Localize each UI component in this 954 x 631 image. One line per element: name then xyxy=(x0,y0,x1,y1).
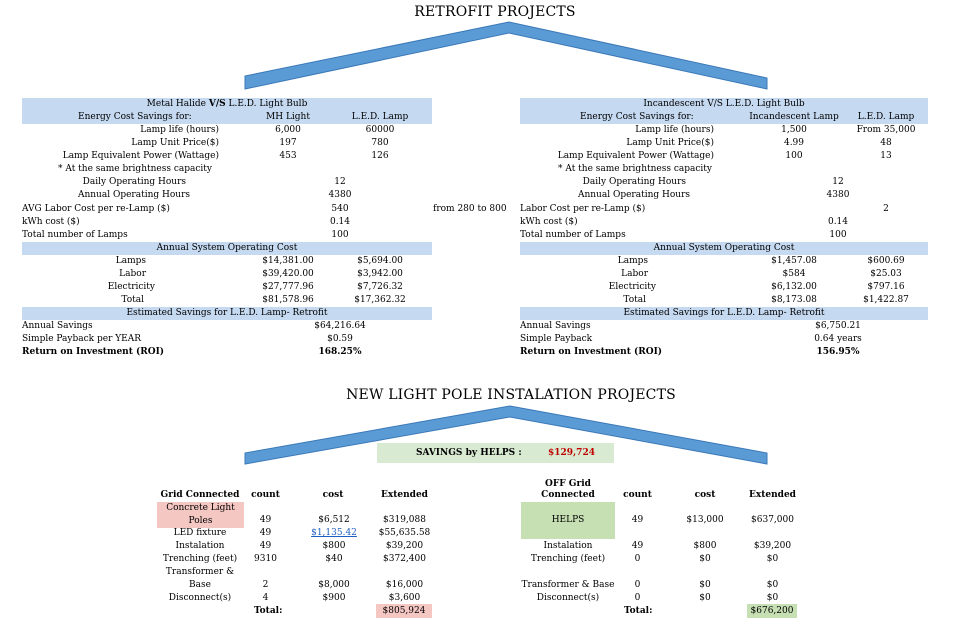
grid-row-label: LED fixture xyxy=(173,528,227,538)
grid-row-ext: $372,400 xyxy=(383,554,426,564)
left-row-a: 6,000 xyxy=(275,125,301,135)
left-labor-value: 540 xyxy=(331,204,349,214)
led-fixture-cost-link[interactable]: $1,135.42 xyxy=(311,528,357,538)
right-col-b: L.E.D. Lamp xyxy=(857,112,915,122)
right-kwh-label: kWh cost ($) xyxy=(520,217,578,227)
right-annual-sav-value: $6,750.21 xyxy=(815,321,861,331)
left-annual-value: 4380 xyxy=(328,190,352,200)
left-labor-label: AVG Labor Cost per re-Lamp ($) xyxy=(22,204,170,214)
offgrid-row-ext: $637,000 xyxy=(751,515,794,525)
left-payback-value: $0.59 xyxy=(327,334,353,344)
savings-label: SAVINGS by HELPS : xyxy=(416,448,522,458)
grid-row-label: Disconnect(s) xyxy=(168,593,232,603)
left-labor-extra: from 280 to 800 xyxy=(433,204,507,214)
left-roi-value: 168.25% xyxy=(318,347,362,357)
left-annual-sav-label: Annual Savings xyxy=(22,321,93,331)
offgrid-row-ext: $0 xyxy=(766,554,779,564)
offgrid-cost-header: cost xyxy=(694,490,716,500)
right-labor-value: 2 xyxy=(883,204,889,214)
left-row-label: Lamp Unit Price($) xyxy=(131,138,219,148)
right-payback-label: Simple Payback xyxy=(520,334,593,344)
left-op-a: $14,381.00 xyxy=(262,256,314,266)
left-row-label: Lamp Equivalent Power (Wattage) xyxy=(62,151,219,161)
offgrid-row-count: 0 xyxy=(634,580,641,590)
offgrid-row-cost: $13,000 xyxy=(686,515,724,525)
right-row-label: Lamp Equivalent Power (Wattage) xyxy=(557,151,714,161)
right-op-label: Total xyxy=(623,295,646,305)
offgrid-row-label: Transformer & Base xyxy=(521,580,615,590)
left-sav-header: Estimated Savings for L.E.D. Lamp- Retrofit xyxy=(126,308,328,318)
grid-row-count: 2 xyxy=(262,580,269,590)
left-kwh-label: kWh cost ($) xyxy=(22,217,80,227)
grid-count-header: count xyxy=(251,490,280,500)
grid-total-value: $805,924 xyxy=(382,606,426,616)
left-roi-label: Return on Investment (ROI) xyxy=(22,347,165,357)
offgrid-row-label: HELPS xyxy=(551,515,585,525)
right-op-b: $25.03 xyxy=(870,269,902,279)
offgrid-row-ext: $39,200 xyxy=(753,541,792,551)
offgrid-row-label: Instalation xyxy=(543,541,593,551)
left-op-b: $5,694.00 xyxy=(357,256,403,266)
offgrid-row-cost: $0 xyxy=(699,580,711,590)
right-lamps-label: Total number of Lamps xyxy=(520,230,626,240)
grid-ext-header: Extended xyxy=(381,490,428,500)
right-daily-label: Daily Operating Hours xyxy=(582,177,686,187)
right-op-a: $584 xyxy=(782,269,806,279)
left-op-a: $81,578.96 xyxy=(262,295,314,305)
left-op-label: Lamps xyxy=(115,256,146,266)
right-op-label: Lamps xyxy=(617,256,648,266)
grid-cost-header: cost xyxy=(322,490,344,500)
grid-row-count: 9310 xyxy=(254,554,277,564)
left-op-label: Total xyxy=(121,295,144,305)
right-op-label: Labor xyxy=(621,269,648,279)
newpole-title: NEW LIGHT POLE INSTALATION PROJECTS xyxy=(346,387,676,403)
offgrid-row-cost: $0 xyxy=(699,554,711,564)
offgrid-total-value: $676,200 xyxy=(750,606,794,616)
grid-row-count: 49 xyxy=(259,528,272,538)
grid-row-count: 49 xyxy=(259,541,272,551)
left-lamps-label: Total number of Lamps xyxy=(22,230,128,240)
right-daily-value: 12 xyxy=(832,177,844,187)
right-row-a: 100 xyxy=(785,151,803,161)
left-row-a: 197 xyxy=(279,138,297,148)
offgrid-row-label: Trenching (feet) xyxy=(530,554,606,564)
right-row-a: 1,500 xyxy=(781,125,807,135)
left-annual-sav-value: $64,216.64 xyxy=(314,321,366,331)
offgrid-count-header: count xyxy=(623,490,652,500)
right-op-header: Annual System Operating Cost xyxy=(653,243,795,253)
offgrid-ext-header: Extended xyxy=(749,490,796,500)
grid-row-ext: $319,088 xyxy=(383,515,426,525)
left-row-b: 60000 xyxy=(365,125,395,135)
right-row-label: Lamp Unit Price($) xyxy=(626,138,714,148)
retrofit-title: RETROFIT PROJECTS xyxy=(414,4,576,20)
right-op-label: Electricity xyxy=(608,282,656,292)
left-row-b: 126 xyxy=(371,151,389,161)
left-daily-label: Daily Operating Hours xyxy=(82,177,186,187)
grid-row-label: Transformer & xyxy=(165,567,235,577)
right-roi-value: 156.95% xyxy=(816,347,860,357)
retrofit-roof-arrow xyxy=(0,0,954,100)
right-op-b: $600.69 xyxy=(867,256,905,266)
offgrid-header: Connected xyxy=(541,490,595,500)
grid-row-cost: $800 xyxy=(322,541,346,551)
left-op-a: $27,777.96 xyxy=(262,282,314,292)
left-lamps-value: 100 xyxy=(331,230,349,240)
left-col-label: Energy Cost Savings for: xyxy=(78,112,192,122)
left-op-b: $17,362.32 xyxy=(354,295,406,305)
grid-row-cost: $900 xyxy=(322,593,346,603)
right-kwh-value: 0.14 xyxy=(827,217,849,227)
left-op-label: Labor xyxy=(119,269,146,279)
right-op-a: $8,173.08 xyxy=(771,295,817,305)
right-row-label: Lamp life (hours) xyxy=(635,125,714,135)
grid-row-ext: $39,200 xyxy=(385,541,424,551)
offgrid-row-label: Disconnect(s) xyxy=(536,593,600,603)
left-payback-label: Simple Payback per YEAR xyxy=(22,334,142,344)
offgrid-row-cost: $0 xyxy=(699,593,711,603)
grid-row-count: 4 xyxy=(262,593,269,603)
grid-row-label: Instalation xyxy=(175,541,225,551)
right-op-a: $1,457.08 xyxy=(771,256,817,266)
grid-row-count: 49 xyxy=(259,515,272,525)
grid-row-label: Base xyxy=(189,580,211,590)
left-note: * At the same brightness capacity xyxy=(58,164,212,174)
offgrid-row-count: 0 xyxy=(634,554,641,564)
grid-row-label: Poles xyxy=(188,516,213,526)
left-header-vs: V/S xyxy=(208,99,226,109)
left-row-a: 453 xyxy=(279,151,297,161)
grid-row-label: Concrete Light xyxy=(166,503,235,513)
left-col-a: MH Light xyxy=(266,112,310,122)
left-op-b: $7,726.32 xyxy=(357,282,403,292)
right-op-b: $1,422.87 xyxy=(863,295,909,305)
grid-header: Grid Connected xyxy=(160,490,240,500)
left-header xyxy=(22,98,432,111)
right-header: Incandescent V/S L.E.D. Light Bulb xyxy=(643,99,805,109)
grid-total-label: Total: xyxy=(254,606,283,616)
left-col-b: L.E.D. Lamp xyxy=(351,112,409,122)
right-annual-value: 4380 xyxy=(826,190,850,200)
left-annual-label: Annual Operating Hours xyxy=(77,190,190,200)
offgrid-row-count: 0 xyxy=(634,593,641,603)
grid-row-cost: $40 xyxy=(325,554,343,564)
left-daily-value: 12 xyxy=(334,177,346,187)
right-op-b: $797.16 xyxy=(867,282,905,292)
right-sav-header: Estimated Savings for L.E.D. Lamp- Retrofit xyxy=(623,308,825,318)
right-note: * At the same brightness capacity xyxy=(558,164,712,174)
offgrid-row-count: 49 xyxy=(631,515,644,525)
right-op-a: $6,132.00 xyxy=(771,282,817,292)
grid-row-label: Trenching (feet) xyxy=(162,554,238,564)
offgrid-row-ext: $0 xyxy=(766,593,779,603)
left-op-a: $39,420.00 xyxy=(262,269,314,279)
offgrid-row-count: 49 xyxy=(631,541,644,551)
savings-value: $129,724 xyxy=(548,448,595,458)
right-row-b: 48 xyxy=(880,138,892,148)
left-op-label: Electricity xyxy=(107,282,155,292)
right-annual-sav-label: Annual Savings xyxy=(520,321,591,331)
grid-row-cost: $6,512 xyxy=(318,515,350,525)
right-row-b: 13 xyxy=(880,151,892,161)
left-row-label: Lamp life (hours) xyxy=(140,125,219,135)
grid-row-ext: $16,000 xyxy=(385,580,424,590)
grid-row-ext: $55,635.58 xyxy=(378,528,431,538)
right-labor-label: Labor Cost per re-Lamp ($) xyxy=(520,204,646,214)
right-roi-label: Return on Investment (ROI) xyxy=(520,347,663,357)
right-col-a: Incandescent Lamp xyxy=(749,112,839,122)
offgrid-total-label: Total: xyxy=(624,606,653,616)
left-row-b: 780 xyxy=(371,138,389,148)
right-lamps-value: 100 xyxy=(829,230,847,240)
right-row-a: 4.99 xyxy=(783,138,805,148)
left-op-header: Annual System Operating Cost xyxy=(156,243,298,253)
offgrid-row-cost: $800 xyxy=(693,541,717,551)
right-payback-value: 0.64 years xyxy=(814,334,862,344)
left-header-a: Metal Halide xyxy=(146,99,209,109)
offgrid-header: OFF Grid xyxy=(545,479,591,489)
grid-row-ext: $3,600 xyxy=(388,593,421,603)
right-annual-label: Annual Operating Hours xyxy=(577,190,690,200)
right-row-b: From 35,000 xyxy=(856,125,916,135)
left-op-b: $3,942.00 xyxy=(357,269,403,279)
offgrid-row-ext: $0 xyxy=(766,580,779,590)
right-col-label: Energy Cost Savings for: xyxy=(580,112,694,122)
left-header-b: L.E.D. Light Bulb xyxy=(225,99,308,109)
grid-row-cost: $8,000 xyxy=(318,580,350,590)
left-kwh-value: 0.14 xyxy=(329,217,351,227)
